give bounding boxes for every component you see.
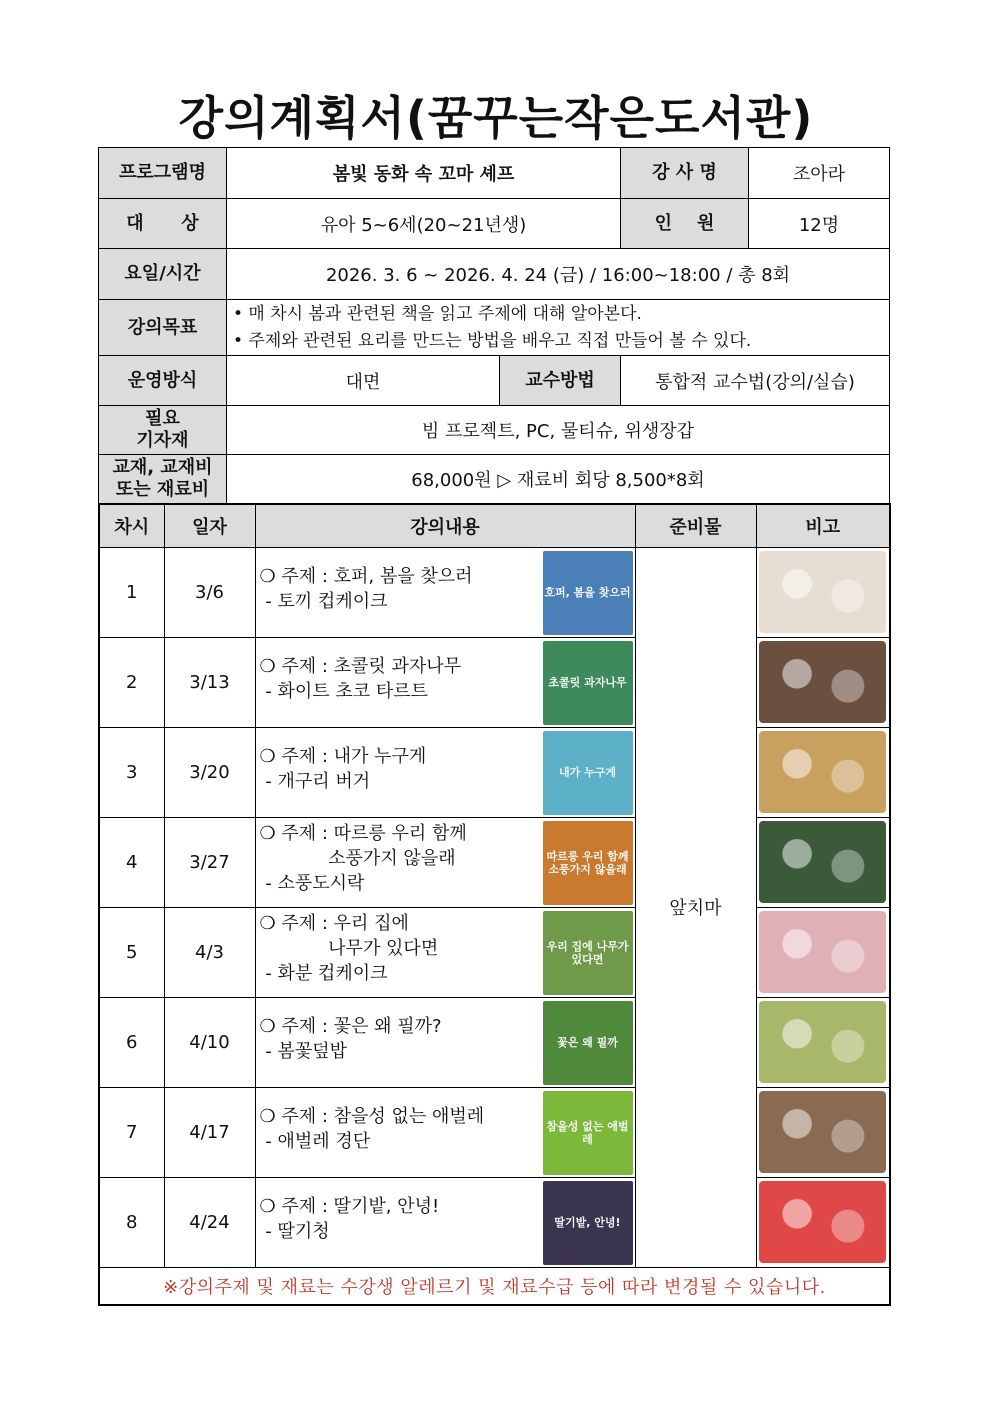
- schedule-table: [98, 503, 891, 1306]
- session-date: 4/24: [164, 1177, 255, 1267]
- book-cover-image: 꽃은 왜 필까: [543, 1001, 633, 1085]
- lecture-text: ❍ 주제 : 호퍼, 봄을 찾으러 - 토끼 컵케이크: [259, 565, 473, 612]
- lecture-text: ❍ 주제 : 딸기밭, 안녕! - 딸기청: [259, 1195, 440, 1242]
- table-row: [99, 727, 890, 817]
- book-cover-image: 호퍼, 봄을 찾으러: [543, 551, 633, 635]
- book-cover-image: 우리 집에 나무가 있다면: [543, 911, 633, 995]
- method-value: 대면: [227, 356, 500, 406]
- session-number: 6: [99, 997, 164, 1087]
- session-number: 8: [99, 1177, 164, 1267]
- session-date: 3/20: [164, 727, 255, 817]
- lecture-content: [255, 1177, 635, 1267]
- dish-photo-image: [759, 1181, 886, 1263]
- table-row: [99, 907, 890, 997]
- notes-photo-cell: [756, 547, 890, 637]
- book-cover-image: 참을성 없는 애벌레: [543, 1091, 633, 1175]
- session-date: 3/27: [164, 817, 255, 907]
- goal-label: 강의목표: [99, 300, 227, 356]
- document-title: 강의계획서(꿈꾸는작은도서관): [178, 91, 814, 145]
- info-table: [98, 147, 890, 504]
- teaching-value: 통합적 교수법(강의/실습): [621, 356, 890, 406]
- program-label: 프로그램명: [99, 148, 227, 199]
- program-value: 봄빛 동화 속 꼬마 셰프: [227, 148, 621, 199]
- goal-item: • 주제와 관련된 요리를 만드는 방법을 배우고 직접 만들어 볼 수 있다.: [233, 330, 752, 351]
- book-cover-image: 내가 누구게: [543, 731, 633, 815]
- equipment-label: [99, 406, 227, 455]
- teaching-label: 교수방법: [500, 356, 621, 406]
- material-value: 68,000원 ▷ 재료비 회당 8,500*8회: [227, 455, 890, 504]
- notes-photo-cell: [756, 1087, 890, 1177]
- method-label: 운영방식: [99, 356, 227, 406]
- schedule-label: 요일/시간: [99, 249, 227, 300]
- equipment-label-line1: 필요: [145, 408, 180, 429]
- instructor-label: 강 사 명: [621, 148, 749, 199]
- session-date: 4/10: [164, 997, 255, 1087]
- material-label-line2: 또는 재료비: [115, 479, 210, 500]
- equipment-value: 빔 프로젝트, PC, 물티슈, 위생장갑: [227, 406, 890, 455]
- notes-photo-cell: [756, 637, 890, 727]
- lecture-content: [255, 997, 635, 1087]
- session-date: 4/17: [164, 1087, 255, 1177]
- dish-photo-image: [759, 551, 886, 633]
- lecture-content: [255, 907, 635, 997]
- session-date: 3/13: [164, 637, 255, 727]
- header-notes: 비고: [756, 504, 890, 547]
- target-value: 유아 5~6세(20~21년생): [227, 199, 621, 249]
- book-cover-image: 따르릉 우리 함께 소풍가지 않을래: [543, 821, 633, 905]
- lecture-text: ❍ 주제 : 참을성 없는 애벌레 - 애벌레 경단: [259, 1105, 485, 1152]
- lecture-content: [255, 1087, 635, 1177]
- goal-list: [227, 300, 890, 356]
- session-number: 3: [99, 727, 164, 817]
- headcount-label: 인 원: [621, 199, 749, 249]
- goal-item: • 매 차시 봄과 관련된 책을 읽고 주제에 대해 알아본다.: [233, 303, 642, 324]
- dish-photo-image: [759, 1001, 886, 1083]
- dish-photo-image: [759, 821, 886, 903]
- dish-photo-image: [759, 911, 886, 993]
- material-label: [99, 455, 227, 504]
- change-notice: ※강의주제 및 재료는 수강생 알레르기 및 재료수급 등에 따라 변경될 수 있습니다.: [99, 1267, 890, 1305]
- table-row: [99, 1087, 890, 1177]
- session-number: 5: [99, 907, 164, 997]
- lecture-text: ❍ 주제 : 우리 집에 나무가 있다면 - 화분 컵케이크: [259, 912, 439, 984]
- headcount-value: 12명: [749, 199, 890, 249]
- header-session: 차시: [99, 504, 164, 547]
- supplies-value: 앞치마: [635, 547, 756, 1267]
- table-row: [99, 817, 890, 907]
- target-label: 대 상: [99, 199, 227, 249]
- session-date: 3/6: [164, 547, 255, 637]
- equipment-label-line2: 기자재: [136, 430, 189, 451]
- schedule-value: 2026. 3. 6 ~ 2026. 4. 24 (금) / 16:00~18:00 / 총 8회: [227, 249, 890, 300]
- session-date: 4/3: [164, 907, 255, 997]
- book-cover-image: 초콜릿 과자나무: [543, 641, 633, 725]
- lecture-content: [255, 817, 635, 907]
- notes-photo-cell: [756, 997, 890, 1087]
- header-date: 일자: [164, 504, 255, 547]
- material-label-line1: 교재, 교재비: [112, 457, 213, 478]
- dish-photo-image: [759, 1091, 886, 1173]
- lecture-text: ❍ 주제 : 따르릉 우리 함께 소풍가지 않을래 - 소풍도시락: [259, 822, 467, 894]
- header-supplies: 준비물: [635, 504, 756, 547]
- table-row: [99, 547, 890, 637]
- lecture-text: ❍ 주제 : 내가 누구게 - 개구리 버거: [259, 745, 427, 792]
- notes-photo-cell: [756, 1177, 890, 1267]
- table-row: [99, 637, 890, 727]
- lecture-content: [255, 637, 635, 727]
- session-number: 1: [99, 547, 164, 637]
- book-cover-image: 딸기밭, 안녕!: [543, 1181, 633, 1265]
- dish-photo-image: [759, 641, 886, 723]
- session-number: 2: [99, 637, 164, 727]
- table-row: [99, 1177, 890, 1267]
- dish-photo-image: [759, 731, 886, 813]
- notes-photo-cell: [756, 727, 890, 817]
- lecture-content: [255, 727, 635, 817]
- header-content: 강의내용: [255, 504, 635, 547]
- lecture-content: [255, 547, 635, 637]
- notes-photo-cell: [756, 817, 890, 907]
- instructor-value: 조아라: [749, 148, 890, 199]
- notes-photo-cell: [756, 907, 890, 997]
- lecture-text: ❍ 주제 : 꽃은 왜 필까? - 봄꽃덮밥: [259, 1015, 442, 1062]
- session-number: 4: [99, 817, 164, 907]
- notice-row: [99, 1267, 890, 1305]
- table-row: [99, 997, 890, 1087]
- session-number: 7: [99, 1087, 164, 1177]
- lecture-text: ❍ 주제 : 초콜릿 과자나무 - 화이트 초코 타르트: [259, 655, 462, 702]
